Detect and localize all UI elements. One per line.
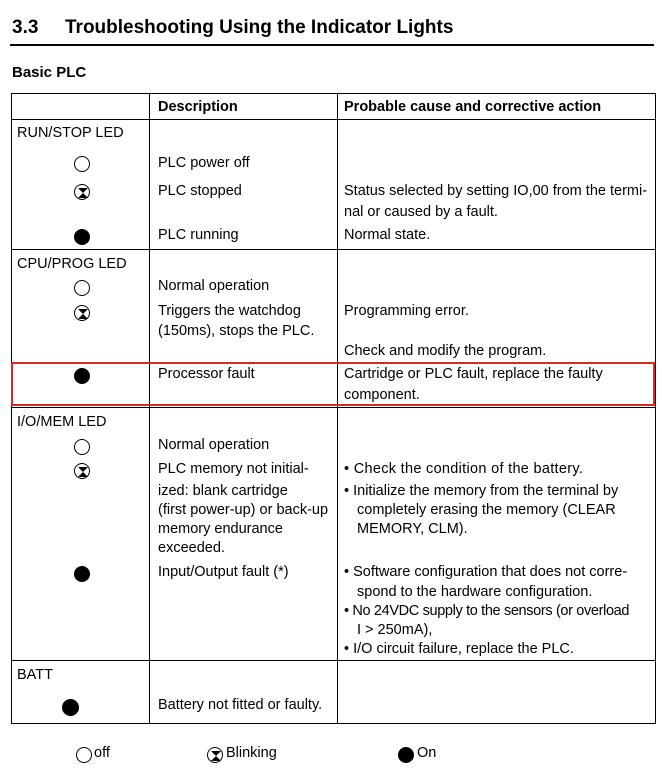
legend-off-icon xyxy=(76,747,92,763)
group-divider xyxy=(11,660,656,661)
description-cell: PLC running xyxy=(158,227,239,243)
column-header-action: Probable cause and corrective action xyxy=(344,99,602,115)
legend-blinking-icon xyxy=(207,747,223,763)
legend-blinking-label: Blinking xyxy=(226,745,277,761)
action-cell: • Check the condition of the battery. xyxy=(344,461,584,477)
description-cell: PLC memory not initial- xyxy=(158,461,309,477)
header-divider xyxy=(11,119,656,120)
group-label-cpu-prog: CPU/PROG LED xyxy=(17,256,127,272)
action-cell: • I/O circuit failure, replace the PLC. xyxy=(344,641,574,657)
led-on-icon xyxy=(74,229,90,245)
description-cell: Battery not fitted or faulty. xyxy=(158,697,323,713)
column-divider xyxy=(337,93,338,724)
action-cell: Normal state. xyxy=(344,227,431,243)
legend-on-label: On xyxy=(417,745,437,761)
group-label-batt: BATT xyxy=(17,667,53,683)
action-cell: Cartridge or PLC fault, replace the faulty xyxy=(344,366,603,382)
description-cell: memory endurance xyxy=(158,521,283,537)
led-off-icon xyxy=(74,280,90,296)
description-cell: Normal operation xyxy=(158,437,270,453)
section-divider xyxy=(10,44,654,46)
description-cell: ized: blank cartridge xyxy=(158,483,288,499)
led-blinking-icon xyxy=(74,463,90,479)
group-label-io-mem: I/O/MEM LED xyxy=(17,414,107,430)
action-cell: completely erasing the memory (CLEAR xyxy=(357,502,616,518)
led-on-icon xyxy=(74,566,90,582)
legend-off-label: off xyxy=(94,745,110,761)
action-cell: • Initialize the memory from the terminal by xyxy=(344,483,619,499)
section-title: Troubleshooting Using the Indicator Lights xyxy=(65,17,454,38)
highlight-box xyxy=(11,362,655,406)
description-cell: (150ms), stops the PLC. xyxy=(158,323,315,339)
section-number: 3.3 xyxy=(12,17,39,38)
subheading: Basic PLC xyxy=(12,64,87,81)
action-cell: Programming error. xyxy=(344,303,469,319)
action-cell: Check and modify the program. xyxy=(344,343,547,359)
action-cell: • Software configuration that does not corre- xyxy=(344,564,628,580)
group-divider xyxy=(11,249,656,250)
column-divider xyxy=(149,93,150,724)
action-cell: component. xyxy=(344,387,420,403)
description-cell: PLC power off xyxy=(158,155,250,171)
description-cell: Triggers the watchdog xyxy=(158,303,301,319)
action-cell: Status selected by setting IO,00 from the termi- xyxy=(344,183,648,199)
action-cell: spond to the hardware configuration. xyxy=(357,584,593,600)
action-cell: nal or caused by a fault. xyxy=(344,204,498,220)
description-cell: Normal operation xyxy=(158,278,270,294)
led-blinking-icon xyxy=(74,184,90,200)
led-off-icon xyxy=(74,439,90,455)
legend-on-icon xyxy=(398,747,414,763)
action-cell: MEMORY, CLM). xyxy=(357,521,468,537)
group-label-run-stop: RUN/STOP LED xyxy=(17,125,124,141)
led-blinking-icon xyxy=(74,305,90,321)
action-cell: I > 250mA), xyxy=(357,622,433,638)
column-header-description: Description xyxy=(158,99,238,115)
description-cell: exceeded. xyxy=(158,540,225,556)
group-divider xyxy=(11,407,656,408)
led-on-icon xyxy=(62,699,79,716)
description-cell: PLC stopped xyxy=(158,183,242,199)
description-cell: (first power-up) or back-up xyxy=(158,502,329,518)
description-cell: Processor fault xyxy=(158,366,255,382)
led-off-icon xyxy=(74,156,90,172)
action-cell: • No 24VDC supply to the sensors (or overload xyxy=(344,603,630,619)
description-cell: Input/Output fault (*) xyxy=(158,564,289,580)
